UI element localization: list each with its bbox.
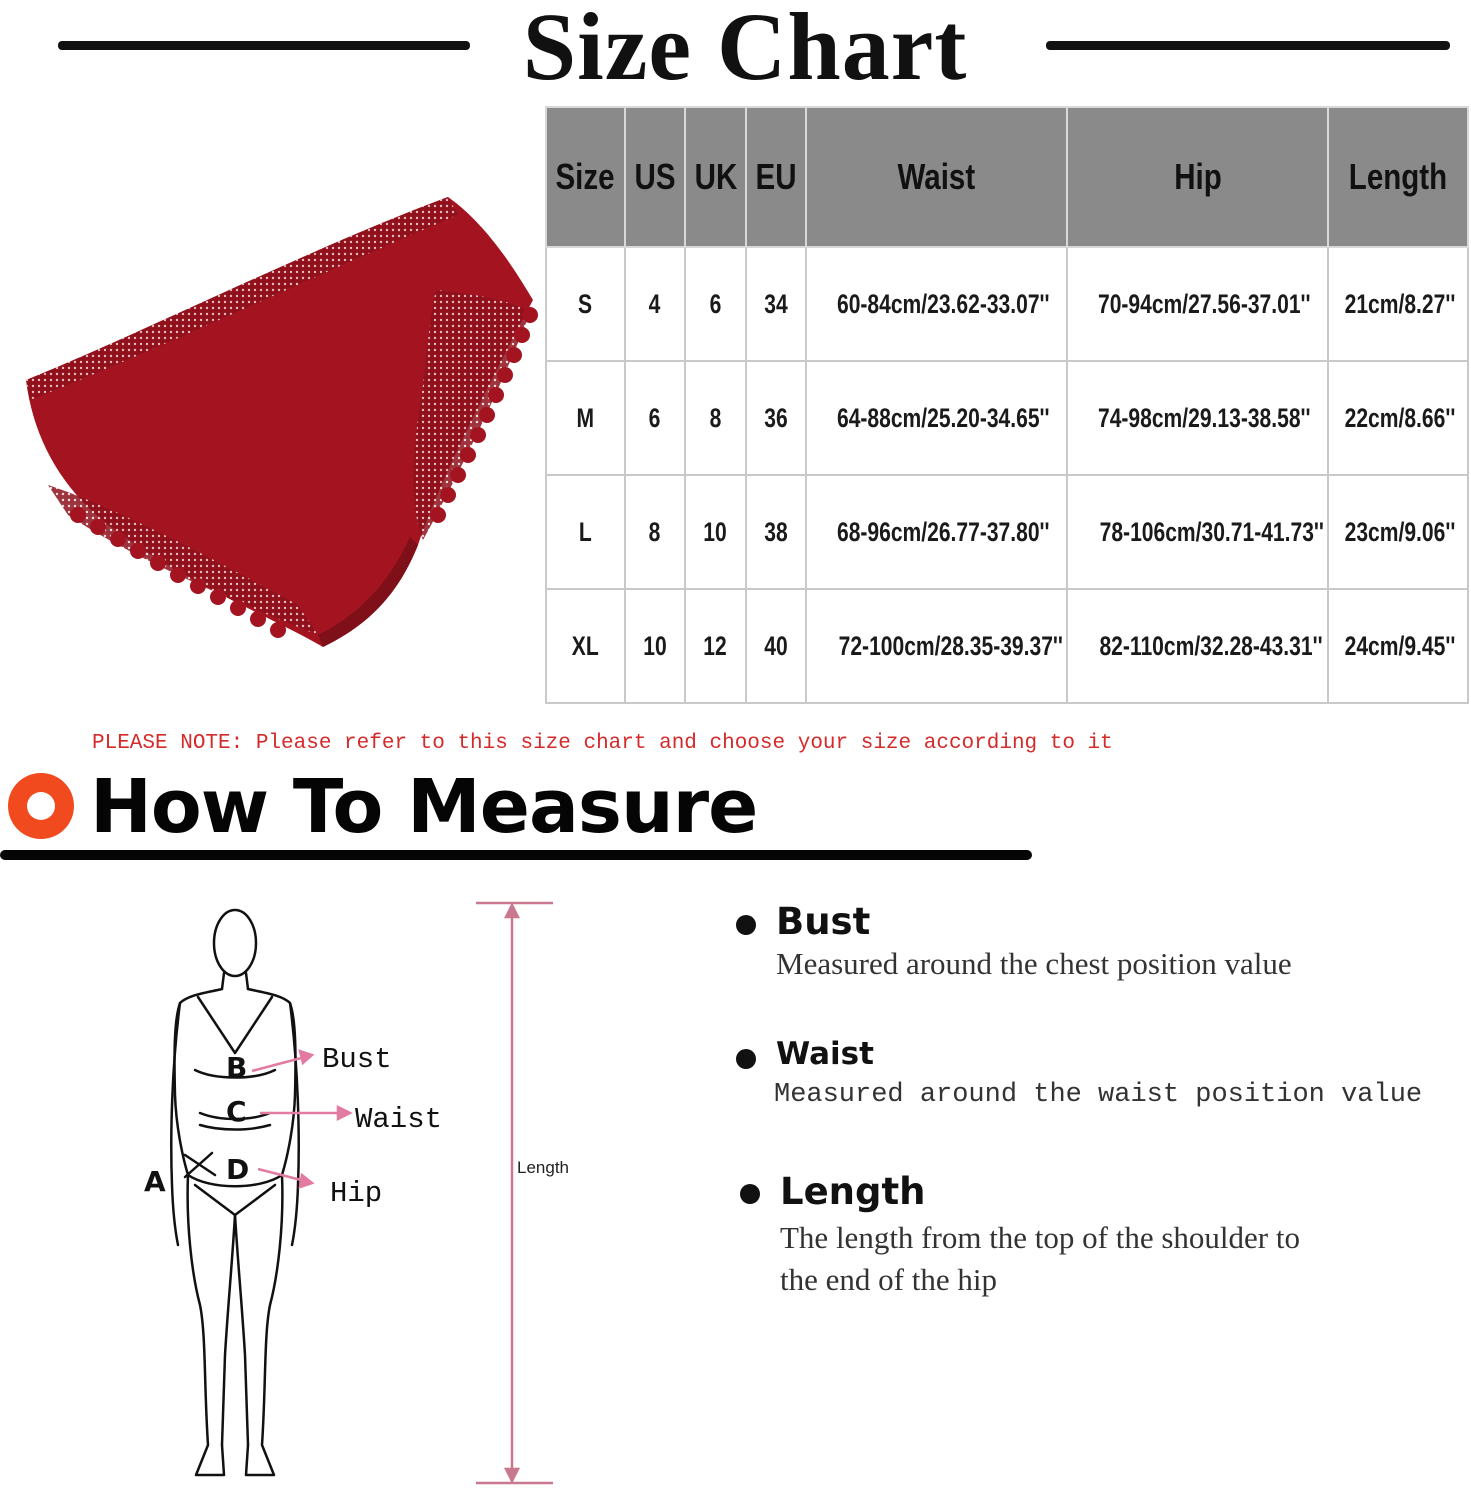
size-note: PLEASE NOTE: Please refer to this size chart and choose your size according to it bbox=[92, 732, 1113, 755]
column-header: UK bbox=[685, 107, 746, 247]
table-cell: 78-106cm/30.71-41.73'' bbox=[1067, 475, 1328, 589]
table-cell: 12 bbox=[685, 589, 746, 703]
table-cell: 8 bbox=[625, 475, 685, 589]
page-title: Size Chart bbox=[522, 0, 968, 100]
table-cell: S bbox=[546, 247, 625, 361]
table-cell: 74-98cm/29.13-38.58'' bbox=[1067, 361, 1328, 475]
bullet-icon bbox=[736, 915, 756, 935]
ring-icon bbox=[8, 773, 74, 839]
waist-text: Measured around the waist position value bbox=[774, 1080, 1423, 1110]
section-rule bbox=[0, 850, 1032, 860]
label-waist: Waist bbox=[355, 1103, 443, 1136]
title-rule-left bbox=[58, 41, 470, 50]
table-row bbox=[546, 475, 1468, 589]
label-hip: Hip bbox=[330, 1177, 383, 1210]
length-heading: Length bbox=[780, 1170, 926, 1213]
table-cell: 34 bbox=[746, 247, 806, 361]
table-cell: 23cm/9.06'' bbox=[1328, 475, 1468, 589]
column-header: US bbox=[625, 107, 685, 247]
table-row bbox=[546, 361, 1468, 475]
label-bust: Bust bbox=[322, 1043, 392, 1076]
product-image bbox=[18, 185, 548, 655]
length-text-line-2: the end of the hip bbox=[780, 1262, 997, 1297]
table-cell: 21cm/8.27'' bbox=[1328, 247, 1468, 361]
column-header: Hip bbox=[1067, 107, 1328, 247]
table-cell: L bbox=[546, 475, 625, 589]
table-cell: 6 bbox=[625, 361, 685, 475]
body-figure bbox=[100, 885, 600, 1490]
table-cell: 22cm/8.66'' bbox=[1328, 361, 1468, 475]
bust-text: Measured around the chest position value bbox=[776, 946, 1292, 981]
table-cell: 10 bbox=[685, 475, 746, 589]
letter-c: C bbox=[226, 1095, 247, 1128]
table-cell: 36 bbox=[746, 361, 806, 475]
title-rule-right bbox=[1046, 41, 1450, 50]
letter-a: A bbox=[144, 1165, 166, 1198]
table-cell: 38 bbox=[746, 475, 806, 589]
size-table bbox=[545, 106, 1469, 704]
table-row bbox=[546, 247, 1468, 361]
column-header: Waist bbox=[806, 107, 1067, 247]
label-length: Length bbox=[517, 1158, 569, 1177]
length-text-line-1: The length from the top of the shoulder to bbox=[780, 1220, 1300, 1255]
table-cell: 24cm/9.45'' bbox=[1328, 589, 1468, 703]
column-header: Size bbox=[546, 107, 625, 247]
table-cell: 70-94cm/27.56-37.01'' bbox=[1067, 247, 1328, 361]
table-cell: XL bbox=[546, 589, 625, 703]
section-title: How To Measure bbox=[90, 764, 758, 850]
table-cell: 82-110cm/32.28-43.31'' bbox=[1067, 589, 1328, 703]
table-cell: 68-96cm/26.77-37.80'' bbox=[806, 475, 1067, 589]
bullet-icon bbox=[736, 1049, 756, 1069]
column-header: Length bbox=[1328, 107, 1468, 247]
waist-heading: Waist bbox=[776, 1036, 874, 1072]
table-cell: 6 bbox=[685, 247, 746, 361]
table-cell: 4 bbox=[625, 247, 685, 361]
table-cell: M bbox=[546, 361, 625, 475]
letter-b: B bbox=[226, 1051, 248, 1084]
table-row bbox=[546, 589, 1468, 703]
bullet-icon bbox=[740, 1184, 760, 1204]
letter-d: D bbox=[226, 1153, 250, 1186]
table-cell: 72-100cm/28.35-39.37'' bbox=[806, 589, 1067, 703]
bust-heading: Bust bbox=[776, 900, 871, 943]
table-cell: 8 bbox=[685, 361, 746, 475]
table-header-row bbox=[546, 107, 1468, 247]
table-cell: 10 bbox=[625, 589, 685, 703]
table-cell: 60-84cm/23.62-33.07'' bbox=[806, 247, 1067, 361]
table-cell: 64-88cm/25.20-34.65'' bbox=[806, 361, 1067, 475]
table-cell: 40 bbox=[746, 589, 806, 703]
column-header: EU bbox=[746, 107, 806, 247]
